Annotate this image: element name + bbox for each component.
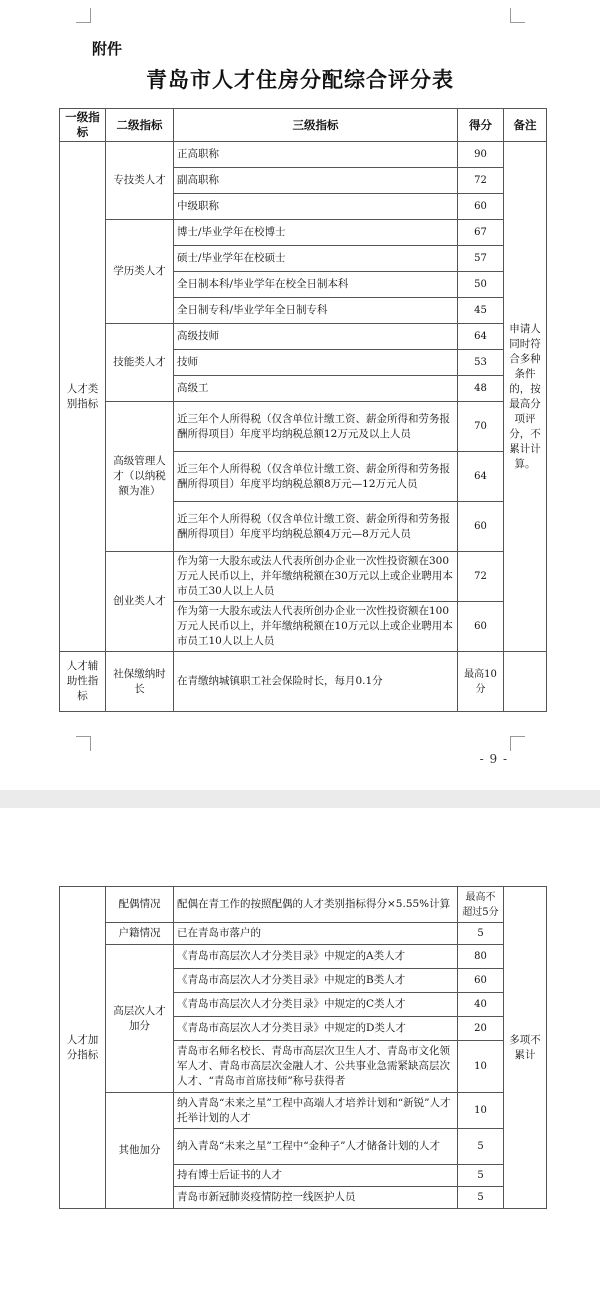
header-remark: 备注 — [504, 109, 547, 142]
score-cell: 64 — [458, 452, 504, 502]
score-cell: 45 — [458, 298, 504, 324]
level3-text: 技师 — [174, 350, 458, 376]
score-cell: 20 — [458, 1017, 504, 1041]
level3-text: 高级技师 — [174, 324, 458, 350]
score-cell: 70 — [458, 402, 504, 452]
crop-mark — [76, 8, 91, 23]
level2-label: 高层次人才加分 — [106, 945, 174, 1093]
crop-mark — [510, 8, 525, 23]
level3-text: 全日制专科/毕业学年全日制专科 — [174, 298, 458, 324]
scoring-table-1 — [59, 108, 547, 712]
level3-text: 《青岛市高层次人才分类目录》中规定的A类人才 — [174, 945, 458, 969]
level2-label: 技能类人才 — [106, 324, 174, 402]
level3-text: 在青缴纳城镇职工社会保险时长，每月0.1分 — [174, 652, 458, 712]
crop-mark — [510, 736, 525, 751]
table-row — [60, 324, 547, 350]
score-cell: 80 — [458, 945, 504, 969]
page-number: - 9 - — [479, 752, 508, 766]
score-cell: 72 — [458, 552, 504, 602]
level2-label: 户籍情况 — [106, 923, 174, 945]
level2-label: 专技类人才 — [106, 142, 174, 220]
table-row — [60, 552, 547, 602]
level3-text: 正高职称 — [174, 142, 458, 168]
score-cell: 5 — [458, 923, 504, 945]
header-score: 得分 — [458, 109, 504, 142]
level3-text: 《青岛市高层次人才分类目录》中规定的C类人才 — [174, 993, 458, 1017]
table-row — [60, 945, 547, 969]
level3-text: 纳入青岛“未来之星”工程中高端人才培养计划和“新锐”人才托举计划的人才 — [174, 1093, 458, 1129]
attachment-label: 附件 — [92, 40, 123, 58]
score-cell: 90 — [458, 142, 504, 168]
score-cell: 5 — [458, 1165, 504, 1187]
score-cell: 10 — [458, 1041, 504, 1093]
level3-text: 高级工 — [174, 376, 458, 402]
level1-bonus: 人才加分指标 — [60, 887, 106, 1209]
score-cell: 5 — [458, 1187, 504, 1209]
score-cell: 60 — [458, 194, 504, 220]
page-title: 青岛市人才住房分配综合评分表 — [146, 68, 454, 92]
remark-column — [504, 142, 547, 652]
level2-label: 学历类人才 — [106, 220, 174, 324]
level3-text: 中级职称 — [174, 194, 458, 220]
header-level1: 一级指标 — [60, 109, 106, 142]
crop-mark — [76, 736, 91, 751]
score-cell: 60 — [458, 602, 504, 652]
score-cell: 64 — [458, 324, 504, 350]
header-level3: 三级指标 — [174, 109, 458, 142]
table-row — [60, 220, 547, 246]
level3-text: 近三年个人所得税（仅含单位计缴工资、薪金所得和劳务报酬所得项目）年度平均纳税总额12万元及以上人员 — [174, 402, 458, 452]
table-row — [60, 142, 547, 168]
level1-aux: 人才辅助性指标 — [60, 652, 106, 712]
level3-text: 全日制本科/毕业学年在校全日制本科 — [174, 272, 458, 298]
score-cell: 60 — [458, 969, 504, 993]
level3-text: 持有博士后证书的人才 — [174, 1165, 458, 1187]
level3-text: 《青岛市高层次人才分类目录》中规定的B类人才 — [174, 969, 458, 993]
level2-label: 其他加分 — [106, 1093, 174, 1209]
level2-label: 高级管理人才（以纳税额为准） — [106, 402, 174, 552]
score-cell: 72 — [458, 168, 504, 194]
score-cell: 48 — [458, 376, 504, 402]
level1-talent-category: 人才类别指标 — [60, 142, 106, 652]
score-cell: 53 — [458, 350, 504, 376]
level3-text: 纳入青岛“未来之星”工程中“金种子”人才储备计划的人才 — [174, 1129, 458, 1165]
level3-text: 已在青岛市落户的 — [174, 923, 458, 945]
level2-label: 社保缴纳时长 — [106, 652, 174, 712]
level2-label: 配偶情况 — [106, 887, 174, 923]
header-level2: 二级指标 — [106, 109, 174, 142]
score-cell: 5 — [458, 1129, 504, 1165]
level3-text: 副高职称 — [174, 168, 458, 194]
score-cell: 40 — [458, 993, 504, 1017]
score-cell: 57 — [458, 246, 504, 272]
page-2 — [0, 808, 600, 1300]
scoring-table-2 — [59, 886, 547, 1209]
score-cell: 50 — [458, 272, 504, 298]
remark-cell: 多项不累计 — [504, 887, 547, 1209]
table-row — [60, 652, 547, 712]
score-cell: 67 — [458, 220, 504, 246]
score-cell: 最高10分 — [458, 652, 504, 712]
level3-text: 近三年个人所得税（仅含单位计缴工资、薪金所得和劳务报酬所得项目）年度平均纳税总额8万元—12万元人员 — [174, 452, 458, 502]
level3-text: 作为第一大股东或法人代表所创办企业一次性投资额在300万元人民币以上，并年缴纳税额在30万元以上或企业聘用本市员工30人以上人员 — [174, 552, 458, 602]
level3-text: 配偶在青工作的按照配偶的人才类别指标得分×5.55%计算 — [174, 887, 458, 923]
score-cell: 60 — [458, 502, 504, 552]
level3-text: 青岛市名师名校长、青岛市高层次卫生人才、青岛市文化领军人才、青岛市高层次金融人才、公共事业急需紧缺高层次人才、“青岛市首席技师”称号获得者 — [174, 1041, 458, 1093]
table-row — [60, 923, 547, 945]
level3-text: 博士/毕业学年在校博士 — [174, 220, 458, 246]
level3-text: 青岛市新冠肺炎疫情防控一线医护人员 — [174, 1187, 458, 1209]
remark-empty — [504, 652, 547, 712]
remark-text: 申请人同时符合多种条件的，按最高分项评分，不累计计算。 — [509, 322, 541, 470]
level3-text: 硕士/毕业学年在校硕士 — [174, 246, 458, 272]
table-row — [60, 887, 547, 923]
table-header-row — [60, 109, 547, 142]
table-row — [60, 1093, 547, 1129]
score-cell: 最高不超过5分 — [458, 887, 504, 923]
score-cell: 10 — [458, 1093, 504, 1129]
table-row — [60, 402, 547, 452]
level2-label: 创业类人才 — [106, 552, 174, 652]
level3-text: 作为第一大股东或法人代表所创办企业一次性投资额在100万元人民币以上，并年缴纳税额在10万元以上或企业聘用本市员工10人以上人员 — [174, 602, 458, 652]
level3-text: 《青岛市高层次人才分类目录》中规定的D类人才 — [174, 1017, 458, 1041]
level3-text: 近三年个人所得税（仅含单位计缴工资、薪金所得和劳务报酬所得项目）年度平均纳税总额4万元—8万元人员 — [174, 502, 458, 552]
